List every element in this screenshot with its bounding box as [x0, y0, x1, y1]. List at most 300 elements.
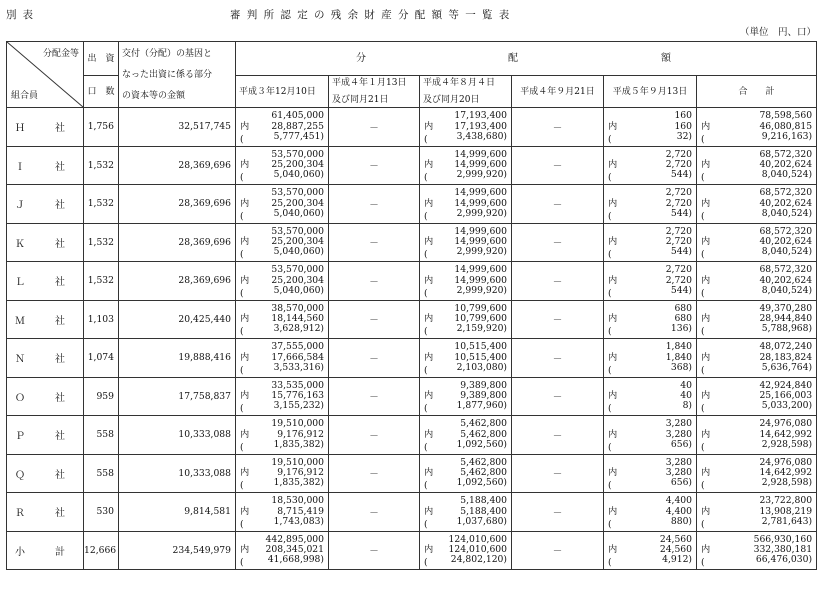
total-cell: [697, 146, 817, 185]
paren-marker: (: [608, 133, 612, 145]
d2-cell: －: [329, 185, 420, 224]
date-header-2-line-2: 及び同月21日: [332, 95, 389, 106]
page-title: 審判所認定の残余財産分配額等一覧表: [230, 9, 516, 21]
member-name: Ｌ 社: [7, 262, 84, 301]
table-row: [7, 108, 817, 147]
corner-top-label: 分配金等: [42, 49, 79, 59]
capital-value: 17,758,837: [119, 377, 236, 416]
d3-cell-amount: 14,999,600: [454, 264, 507, 276]
d5-cell-amount: 160: [674, 110, 692, 122]
total-cell-inner-amount: 40,202,624: [759, 159, 813, 171]
d1-cell-amount: 33,535,000: [271, 379, 324, 391]
d3-cell-amount: 9,389,800: [460, 379, 507, 391]
paren-marker: (: [701, 518, 705, 530]
shares-value: 530: [84, 493, 119, 532]
d3-cell-inner-amount: 10,515,400: [454, 351, 507, 363]
d1-cell: [236, 146, 329, 185]
uchi-marker: 内: [424, 159, 434, 171]
uchi-marker: 内: [608, 467, 618, 479]
member-name: Ｉ 社: [7, 146, 84, 185]
d3-cell-amount: 17,193,400: [454, 110, 507, 122]
d4-cell: －: [512, 108, 604, 147]
table-row: [7, 339, 817, 378]
uchi-marker: 内: [240, 351, 250, 363]
d5-cell-amount: 3,280: [665, 418, 692, 430]
shares-value: 1,532: [84, 262, 119, 301]
d1-cell-paren-amount: 5,040,060): [273, 207, 324, 219]
paren-marker: (: [701, 133, 705, 145]
total-cell-amount: 48,072,240: [759, 341, 813, 353]
d5-cell-inner-amount: 4,400: [665, 505, 692, 517]
paren-marker: (: [240, 403, 244, 414]
d1-cell: [236, 339, 329, 378]
d1-cell-amount: 61,405,000: [271, 110, 324, 122]
d1-cell-amount: 19,510,000: [271, 456, 324, 468]
d2-cell: －: [329, 262, 420, 301]
date-header-1: 平成３年12月10日: [236, 76, 329, 108]
paren-marker: (: [608, 249, 612, 260]
total-cell-inner-amount: 14,642,992: [759, 467, 813, 479]
d5-cell-inner-amount: 2,720: [665, 236, 692, 248]
d1-cell-amount: 37,555,000: [271, 341, 324, 353]
d3-cell-amount: 10,799,600: [454, 302, 507, 314]
uchi-marker: 内: [424, 428, 434, 440]
paren-marker: (: [608, 480, 612, 491]
d2-cell: －: [329, 146, 420, 185]
uchi-marker: 内: [608, 544, 618, 556]
d3-cell-amount: 14,999,600: [454, 187, 507, 199]
uchi-marker: 内: [240, 428, 250, 440]
paren-marker: (: [701, 249, 705, 260]
paren-marker: (: [701, 287, 705, 299]
d1-cell-inner-amount: 25,200,304: [271, 159, 324, 171]
uchi-marker: 内: [240, 390, 250, 402]
capital-value: 234,549,979: [119, 531, 236, 570]
d5-cell: [604, 185, 697, 224]
d3-cell-paren-amount: 1,092,560): [456, 438, 507, 450]
d5-cell-amount: 680: [674, 302, 692, 314]
uchi-marker: 内: [608, 159, 618, 171]
uchi-marker: 内: [701, 544, 711, 556]
d1-cell-amount: 53,570,000: [271, 148, 324, 160]
uchi-marker: 内: [240, 120, 250, 132]
paren-marker: (: [424, 172, 428, 183]
total-cell-paren-amount: 8,040,524): [761, 207, 813, 219]
uchi-marker: 内: [424, 505, 434, 517]
paren-marker: (: [701, 480, 705, 491]
d3-cell: [420, 185, 512, 224]
d1-cell-amount: 19,510,000: [271, 418, 324, 430]
d2-cell: －: [329, 454, 420, 493]
d1-cell-paren-amount: 3,628,912): [273, 323, 324, 335]
member-name: Ｋ 社: [7, 223, 84, 262]
member-name: Ｑ 社: [7, 454, 84, 493]
d3-cell-amount: 5,462,800: [460, 456, 507, 468]
total-cell-amount: 68,572,320: [759, 225, 813, 237]
d3-cell: [420, 531, 512, 570]
uchi-marker: 内: [701, 120, 711, 132]
capital-value: 19,888,416: [119, 339, 236, 378]
member-name: Ｒ 社: [7, 493, 84, 532]
appendix-label: 別表: [6, 9, 39, 21]
d3-cell-paren-amount: 2,103,080): [456, 361, 507, 373]
d2-cell: －: [329, 108, 420, 147]
uchi-marker: 内: [424, 274, 434, 286]
total-cell-amount: 78,598,560: [759, 110, 813, 122]
member-name: Ｍ 社: [7, 300, 84, 339]
d5-cell-paren-amount: 136): [670, 323, 692, 335]
paren-marker: (: [608, 518, 612, 530]
paren-marker: (: [701, 557, 705, 568]
d1-cell-inner-amount: 18,144,560: [271, 313, 324, 325]
d5-cell-amount: 2,720: [665, 187, 692, 199]
paren-marker: (: [608, 210, 612, 222]
uchi-marker: 内: [701, 236, 711, 248]
d1-cell-amount: 18,530,000: [271, 495, 324, 507]
table-row: [7, 185, 817, 224]
uchi-marker: 内: [424, 390, 434, 402]
d3-cell-paren-amount: 3,438,680): [456, 130, 507, 142]
uchi-marker: 内: [608, 428, 618, 440]
d4-cell: －: [512, 262, 604, 301]
d3-cell: [420, 108, 512, 147]
date-header-5: 平成５年９月13日: [604, 76, 697, 108]
paren-marker: (: [424, 403, 428, 414]
d5-cell-inner-amount: 40: [680, 390, 692, 402]
paren-marker: (: [608, 557, 612, 568]
total-cell-paren-amount: 8,040,524): [761, 246, 813, 258]
total-cell: [697, 300, 817, 339]
member-name: Ｎ 社: [7, 339, 84, 378]
paren-marker: (: [424, 326, 428, 337]
d3-cell-paren-amount: 1,877,960): [456, 400, 507, 412]
d3-cell-amount: 124,010,600: [448, 533, 507, 545]
d3-cell: [420, 262, 512, 301]
member-name: Ｊ 社: [7, 185, 84, 224]
d4-cell: －: [512, 185, 604, 224]
total-cell: [697, 377, 817, 416]
total-cell-inner-amount: 14,642,992: [759, 428, 813, 440]
table-row: [7, 531, 817, 570]
d3-cell-paren-amount: 2,999,920): [456, 207, 507, 219]
d5-cell-amount: 2,720: [665, 225, 692, 237]
total-cell: [697, 223, 817, 262]
shares-value: 558: [84, 416, 119, 455]
d1-cell-inner-amount: 8,715,419: [277, 505, 324, 517]
uchi-marker: 内: [701, 274, 711, 286]
d1-cell-amount: 38,570,000: [271, 302, 324, 314]
d5-cell-amount: 2,720: [665, 264, 692, 276]
uchi-marker: 内: [240, 274, 250, 286]
d2-cell: －: [329, 416, 420, 455]
d1-cell: [236, 377, 329, 416]
d1-cell: [236, 300, 329, 339]
d5-cell-amount: 2,720: [665, 148, 692, 160]
capital-value: 9,814,581: [119, 493, 236, 532]
total-cell-inner-amount: 46,080,815: [759, 120, 813, 132]
d3-cell-paren-amount: 2,999,920): [456, 169, 507, 181]
paren-marker: (: [424, 249, 428, 260]
paren-marker: (: [240, 326, 244, 337]
d5-cell-inner-amount: 160: [674, 120, 692, 132]
shares-value: 1,074: [84, 339, 119, 378]
d5-cell-paren-amount: 368): [670, 361, 692, 373]
total-cell: [697, 262, 817, 301]
d5-cell: [604, 339, 697, 378]
capital-header-line-2: なった出資に係る部分: [122, 70, 213, 80]
paren-marker: (: [608, 326, 612, 337]
shares-value: 1,532: [84, 146, 119, 185]
d3-cell-amount: 10,515,400: [454, 341, 507, 353]
shares-value: 1,103: [84, 300, 119, 339]
paren-marker: (: [240, 441, 244, 453]
d5-cell-inner-amount: 3,280: [665, 467, 692, 479]
capital-value: 32,517,745: [119, 108, 236, 147]
distribution-group-header: [236, 42, 817, 76]
uchi-marker: 内: [608, 505, 618, 517]
total-cell-paren-amount: 8,040,524): [761, 284, 813, 296]
total-cell: [697, 416, 817, 455]
total-cell: [697, 108, 817, 147]
total-cell-amount: 24,976,080: [759, 456, 813, 468]
capital-header-line-3: の資本等の金額: [122, 91, 186, 101]
d3-cell: [420, 339, 512, 378]
d5-cell-amount: 40: [680, 379, 692, 391]
total-cell-paren-amount: 5,636,764): [761, 361, 813, 373]
paren-marker: (: [240, 518, 244, 530]
capital-value: 28,369,696: [119, 146, 236, 185]
member-name: Ｐ 社: [7, 416, 84, 455]
d1-cell: [236, 262, 329, 301]
paren-marker: (: [240, 210, 244, 222]
d1-cell-paren-amount: 41,668,998): [267, 554, 324, 566]
d2-cell: －: [329, 493, 420, 532]
d3-cell-inner-amount: 14,999,600: [454, 274, 507, 286]
total-cell: [697, 454, 817, 493]
d3-cell-inner-amount: 5,462,800: [460, 428, 507, 440]
total-cell-paren-amount: 5,033,200): [761, 400, 813, 412]
paren-marker: (: [701, 403, 705, 414]
d1-cell-paren-amount: 5,040,060): [273, 246, 324, 258]
uchi-marker: 内: [424, 544, 434, 556]
d1-cell-inner-amount: 17,666,584: [271, 351, 324, 363]
uchi-marker: 内: [240, 159, 250, 171]
paren-marker: (: [701, 210, 705, 222]
paren-marker: (: [240, 172, 244, 183]
d5-cell: [604, 454, 697, 493]
total-cell-amount: 49,370,280: [759, 302, 813, 314]
uchi-marker: 内: [701, 428, 711, 440]
d1-cell-inner-amount: 25,200,304: [271, 197, 324, 209]
shares-value: 558: [84, 454, 119, 493]
d3-cell-inner-amount: 124,010,600: [448, 544, 507, 556]
total-cell-inner-amount: 40,202,624: [759, 236, 813, 248]
d5-cell: [604, 377, 697, 416]
d5-cell: [604, 531, 697, 570]
d5-cell: [604, 223, 697, 262]
paren-marker: (: [701, 364, 705, 376]
capital-value: 10,333,088: [119, 416, 236, 455]
d1-cell: [236, 493, 329, 532]
table-row: [7, 416, 817, 455]
total-cell-amount: 24,976,080: [759, 418, 813, 430]
paren-marker: (: [424, 364, 428, 376]
d5-cell-paren-amount: 8): [682, 400, 692, 412]
uchi-marker: 内: [424, 351, 434, 363]
paren-marker: (: [701, 326, 705, 337]
d3-cell-inner-amount: 14,999,600: [454, 197, 507, 209]
d1-cell-paren-amount: 3,533,316): [273, 361, 324, 373]
d1-cell-paren-amount: 5,777,451): [273, 130, 324, 142]
d3-cell-inner-amount: 17,193,400: [454, 120, 507, 132]
d3-cell-inner-amount: 9,389,800: [460, 390, 507, 402]
member-name: Ｏ 社: [7, 377, 84, 416]
shares-value: 1,532: [84, 223, 119, 262]
d3-cell-amount: 5,462,800: [460, 418, 507, 430]
uchi-marker: 内: [701, 351, 711, 363]
paren-marker: (: [424, 210, 428, 222]
d3-cell-amount: 14,999,600: [454, 225, 507, 237]
d1-cell-amount: 53,570,000: [271, 264, 324, 276]
uchi-marker: 内: [701, 467, 711, 479]
date-header-3-line-2: 及び同月20日: [423, 95, 480, 106]
uchi-marker: 内: [701, 159, 711, 171]
d5-cell: [604, 493, 697, 532]
unit-note: （単位 円、口）: [739, 27, 816, 38]
uchi-marker: 内: [608, 274, 618, 286]
d5-cell-paren-amount: 880): [670, 515, 692, 527]
paren-marker: (: [424, 557, 428, 568]
uchi-marker: 内: [240, 313, 250, 325]
d4-cell: －: [512, 339, 604, 378]
d2-cell: －: [329, 531, 420, 570]
d1-cell: [236, 454, 329, 493]
d5-cell-paren-amount: 544): [670, 207, 692, 219]
uchi-marker: 内: [240, 467, 250, 479]
total-cell-inner-amount: 28,183,824: [759, 351, 813, 363]
d4-cell: －: [512, 146, 604, 185]
d3-cell: [420, 493, 512, 532]
total-cell-amount: 68,572,320: [759, 187, 813, 199]
date-header-3: [420, 76, 512, 108]
uchi-marker: 内: [701, 390, 711, 402]
d5-cell-paren-amount: 544): [670, 169, 692, 181]
d3-cell-inner-amount: 14,999,600: [454, 159, 507, 171]
d3-cell-paren-amount: 2,999,920): [456, 246, 507, 258]
paren-marker: (: [424, 287, 428, 299]
table-row: [7, 493, 817, 532]
paren-marker: (: [240, 557, 244, 568]
table-row: [7, 454, 817, 493]
d3-cell-paren-amount: 24,802,120): [450, 554, 507, 566]
uchi-marker: 内: [240, 197, 250, 209]
d3-cell-paren-amount: 1,037,680): [456, 515, 507, 527]
uchi-marker: 内: [608, 313, 618, 325]
paren-marker: (: [424, 133, 428, 145]
group-char-3: 額: [661, 52, 671, 64]
table-row: [7, 223, 817, 262]
total-cell-amount: 68,572,320: [759, 148, 813, 160]
d5-cell-inner-amount: 24,560: [659, 544, 692, 556]
d1-cell-paren-amount: 5,040,060): [273, 284, 324, 296]
d1-cell-paren-amount: 1,835,382): [273, 477, 324, 489]
d5-cell-amount: 3,280: [665, 456, 692, 468]
shares-value: 1,532: [84, 185, 119, 224]
corner-bottom-label: 組合員: [11, 91, 39, 101]
capital-value: 10,333,088: [119, 454, 236, 493]
d1-cell-paren-amount: 3,155,232): [273, 400, 324, 412]
d1-cell: [236, 185, 329, 224]
paren-marker: (: [608, 364, 612, 376]
d2-cell: －: [329, 377, 420, 416]
d3-cell-inner-amount: 14,999,600: [454, 236, 507, 248]
total-cell: [697, 185, 817, 224]
d5-cell-inner-amount: 2,720: [665, 274, 692, 286]
d2-cell: －: [329, 300, 420, 339]
d1-cell-paren-amount: 1,835,382): [273, 438, 324, 450]
date-header-3-line-1: 平成４年８月４日: [423, 78, 496, 89]
d1-cell-inner-amount: 9,176,912: [277, 467, 324, 479]
d5-cell: [604, 146, 697, 185]
uchi-marker: 内: [240, 236, 250, 248]
group-char-2: 配: [508, 52, 518, 64]
total-cell-inner-amount: 25,166,003: [759, 390, 813, 402]
uchi-marker: 内: [608, 390, 618, 402]
d5-cell-paren-amount: 4,912): [662, 554, 692, 566]
distribution-table: [6, 41, 817, 570]
d5-cell: [604, 262, 697, 301]
d3-cell: [420, 454, 512, 493]
d1-cell: [236, 531, 329, 570]
paren-marker: (: [701, 172, 705, 183]
d4-cell: －: [512, 493, 604, 532]
d3-cell-paren-amount: 2,159,920): [456, 323, 507, 335]
group-char-1: 分: [356, 52, 366, 64]
uchi-marker: 内: [240, 505, 250, 517]
shares-header-bottom: 口 数: [84, 76, 119, 108]
paren-marker: (: [608, 403, 612, 414]
total-cell-amount: 566,930,160: [753, 533, 813, 545]
d3-cell-inner-amount: 10,799,600: [454, 313, 507, 325]
shares-value: 959: [84, 377, 119, 416]
d5-cell-inner-amount: 2,720: [665, 159, 692, 171]
d4-cell: －: [512, 531, 604, 570]
paren-marker: (: [608, 441, 612, 453]
d1-cell-inner-amount: 25,200,304: [271, 236, 324, 248]
d1-cell-paren-amount: 5,040,060): [273, 169, 324, 181]
paren-marker: (: [240, 364, 244, 376]
uchi-marker: 内: [424, 197, 434, 209]
uchi-marker: 内: [608, 351, 618, 363]
d1-cell-inner-amount: 208,345,021: [265, 544, 324, 556]
d4-cell: －: [512, 416, 604, 455]
d5-cell: [604, 300, 697, 339]
total-cell-paren-amount: 2,928,598): [761, 477, 813, 489]
paren-marker: (: [608, 172, 612, 183]
corner-header: [7, 42, 84, 108]
d5-cell-paren-amount: 32): [676, 130, 692, 142]
uchi-marker: 内: [424, 467, 434, 479]
total-cell-amount: 68,572,320: [759, 264, 813, 276]
d3-cell-paren-amount: 1,092,560): [456, 477, 507, 489]
d1-cell-inner-amount: 28,887,255: [271, 120, 324, 132]
d5-cell-inner-amount: 3,280: [665, 428, 692, 440]
d2-cell: －: [329, 223, 420, 262]
total-cell-paren-amount: 66,476,030): [755, 554, 813, 566]
d5-cell-paren-amount: 656): [670, 438, 692, 450]
uchi-marker: 内: [608, 120, 618, 132]
d1-cell: [236, 416, 329, 455]
